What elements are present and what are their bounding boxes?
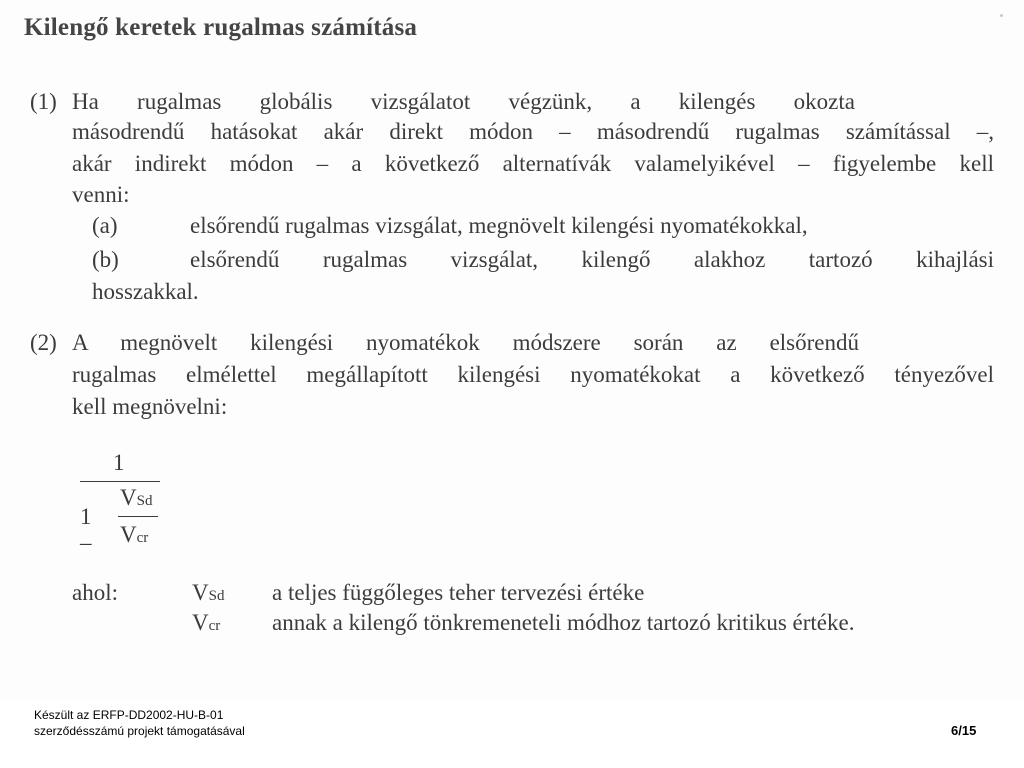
section-1-line-4: venni: — [72, 182, 130, 207]
section-2-number: (2) — [30, 330, 57, 355]
footer-credit-line-2: szerződésszámú projekt támogatásával — [34, 724, 245, 738]
formula-vcr — [120, 522, 148, 548]
item-a-text: elsőrendű rugalmas vizsgálat, megnövelt kilengési nyomatékokkal, — [190, 213, 808, 238]
section-1-line-2: másodrendű hatásokat akár direkt módon – másodrendű rugalmas számítással –, — [72, 119, 994, 144]
formula-vsd — [120, 485, 152, 511]
definition-vsd-symbol: VSd — [192, 580, 225, 605]
item-b-marker: (b) — [92, 247, 119, 272]
section-1-line-3: akár indirekt módon – a következő alternatívák valamelyikével – figyelembe kell — [72, 151, 994, 176]
definition-vcr-text: annak a kilengő tönkremeneteli módhoz tartozó kritikus értéke. — [272, 610, 855, 635]
formula-main-fraction-bar — [80, 481, 160, 482]
footer-credit-line-1: Készült az ERFP-DD2002-HU-B-01 — [34, 708, 224, 722]
formula-vsd-subscript: Sd — [136, 493, 153, 509]
formula-vcr-subscript: cr — [136, 530, 149, 546]
definition-vsd-text: a teljes függőleges teher tervezési értéke — [272, 580, 645, 605]
section-2-line-2: rugalmas elmélettel megállapított kilengési nyomatékokat a következő tényezővel — [72, 362, 994, 387]
formula-one-minus: 1 – — [80, 504, 92, 555]
footer-credit — [34, 707, 245, 739]
page-title: Kilengő keretek rugalmas számítása — [24, 14, 418, 41]
item-a-marker: (a) — [92, 213, 118, 238]
item-b-continuation: hosszakkal. — [92, 279, 199, 304]
definition-vcr-symbol: Vcr — [192, 610, 221, 635]
section-1-line-1: Ha rugalmas globális vizsgálatot végzünk, a kilengés okozta — [72, 89, 855, 114]
scan-speck — [1000, 14, 1003, 17]
formula-numerator: 1 — [113, 450, 125, 475]
section-1-number: (1) — [30, 89, 57, 114]
where-label: ahol: — [72, 580, 118, 605]
page-number: 6/15 — [951, 723, 977, 738]
section-2-line-3: kell megnövelni: — [72, 394, 228, 419]
item-b-text: elsőrendű rugalmas vizsgálat, kilengő alakhoz tartozó kihajlási — [190, 247, 994, 272]
formula-vsd-symbol: V — [120, 485, 137, 510]
section-2-line-1: A megnövelt kilengési nyomatékok módszere során az elsőrendű — [72, 330, 859, 355]
formula-vcr-symbol: V — [120, 522, 137, 547]
formula-inner-fraction-bar — [118, 516, 158, 517]
